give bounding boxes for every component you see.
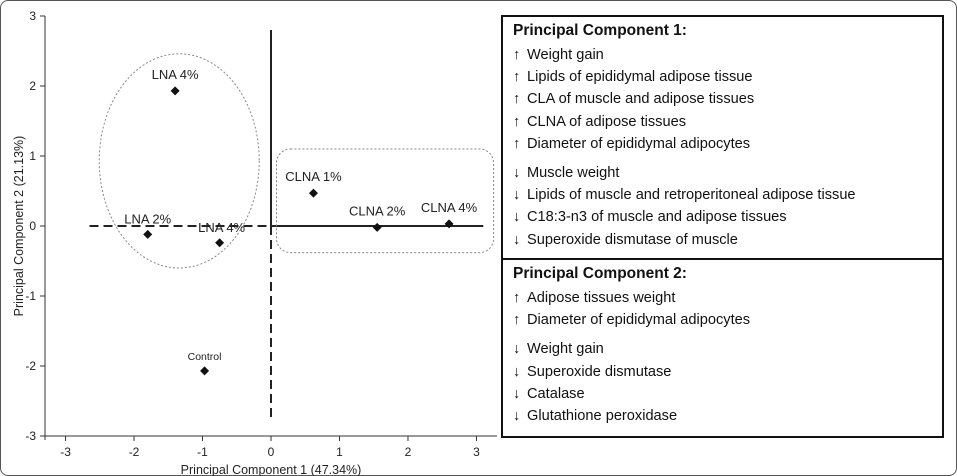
down-arrow-icon: ↓ [513, 341, 521, 358]
pc1-down-item [513, 184, 942, 206]
pc2-loadings-panel [501, 258, 944, 438]
x-tick-label: 2 [404, 445, 412, 459]
y-tick-label: 0 [29, 219, 36, 233]
up-arrow-icon: ↑ [513, 135, 521, 152]
up-arrow-icon: ↑ [513, 312, 521, 329]
pc1-down-label: Superoxide dismutase of muscle [527, 231, 738, 248]
pc2-down-item [513, 405, 942, 427]
data-point [445, 219, 454, 228]
pc1-title: Principal Component 1: [513, 22, 687, 39]
up-arrow-icon: ↑ [513, 290, 521, 306]
x-tick-label: 1 [336, 445, 343, 459]
data-point-label: CLNA 4% [420, 199, 478, 215]
pc1-down-item [513, 229, 942, 251]
down-arrow-icon: ↓ [513, 165, 521, 182]
pc2-down-item [513, 361, 942, 383]
pc2-title: Principal Component 2: [513, 265, 687, 282]
down-arrow-icon: ↓ [513, 209, 521, 226]
x-tick-label: 3 [473, 445, 480, 459]
pc1-up-item [513, 44, 942, 66]
pc1-down-item [513, 162, 942, 184]
data-point [171, 86, 180, 95]
pc2-down-label: Glutathione peroxidase [527, 408, 678, 425]
data-point [143, 230, 152, 239]
pc1-down-label: C18:3-n3 of muscle and adipose tissues [527, 209, 787, 226]
down-arrow-icon: ↓ [513, 363, 521, 380]
pc1-down-label: Lipids of muscle and retroperitoneal adipose tissue [527, 187, 856, 204]
y-tick-label: 3 [29, 9, 36, 23]
x-tick-label: 0 [267, 445, 275, 459]
x-axis-title: Principal Component 1 (47.34%) [180, 463, 362, 476]
y-tick-label: -2 [25, 359, 36, 373]
pc1-up-label: Lipids of epididymal adipose tissue [527, 69, 753, 86]
pc2-down-item [513, 338, 942, 360]
y-tick-label: 1 [29, 149, 36, 163]
y-tick-label: 2 [29, 79, 36, 93]
pc1-up-label: CLA of muscle and adipose tissues [527, 91, 755, 108]
pc2-up-item [513, 287, 942, 309]
down-arrow-icon: ↓ [513, 187, 521, 204]
pc2-down-label: Weight gain [527, 341, 604, 358]
pc2-up-list [513, 287, 942, 331]
pc1-up-item [513, 88, 942, 110]
pc1-loadings-panel [501, 15, 944, 260]
data-point-label: Control [187, 350, 222, 363]
y-tick-label: -3 [25, 429, 36, 443]
x-tick-label: -3 [60, 445, 71, 459]
pc2-down-item [513, 383, 942, 405]
up-arrow-icon: ↑ [513, 91, 521, 108]
pc1-up-item [513, 133, 942, 155]
data-point-label: CLNA 1% [285, 169, 342, 185]
data-point [373, 223, 382, 232]
pc2-up-item [513, 309, 942, 331]
x-tick-label: -1 [197, 445, 208, 459]
y-tick-label: -1 [25, 289, 36, 303]
pc1-up-label: Weight gain [527, 47, 604, 63]
down-arrow-icon: ↓ [513, 408, 521, 425]
pc1-down-item [513, 206, 942, 228]
pc2-down-label: Superoxide dismutase [527, 363, 672, 380]
data-point-label: LNA 2% [124, 211, 172, 227]
up-arrow-icon: ↑ [513, 113, 521, 130]
pc2-down-list [513, 338, 942, 427]
down-arrow-icon: ↓ [513, 231, 521, 248]
data-point-label: LNA 4% [151, 66, 199, 82]
pc2-down-label: Catalase [527, 385, 585, 402]
up-arrow-icon: ↑ [513, 47, 521, 63]
data-point [215, 238, 224, 247]
pc1-up-label: Diameter of epididymal adipocytes [527, 135, 751, 152]
up-arrow-icon: ↑ [513, 69, 521, 86]
pc1-up-label: CLNA of adipose tissues [527, 113, 686, 130]
pc2-up-label: Adipose tissues weight [527, 290, 676, 306]
x-tick-label: -2 [128, 445, 140, 459]
data-point-label: LNA 4% [198, 219, 246, 235]
pc1-down-label: Muscle weight [527, 165, 620, 182]
pc1-down-list [513, 162, 942, 251]
pc1-up-list [513, 44, 942, 155]
pc2-up-label: Diameter of epididymal adipocytes [527, 312, 751, 329]
data-point-label: CLNA 2% [348, 203, 406, 219]
pc1-up-item [513, 66, 942, 88]
down-arrow-icon: ↓ [513, 385, 521, 402]
data-point [200, 366, 209, 375]
pc1-up-item [513, 111, 942, 133]
data-point [309, 189, 318, 198]
lna-group-ellipse [99, 54, 259, 268]
y-axis-title: Principal Component 2 (21.13%) [12, 135, 26, 317]
